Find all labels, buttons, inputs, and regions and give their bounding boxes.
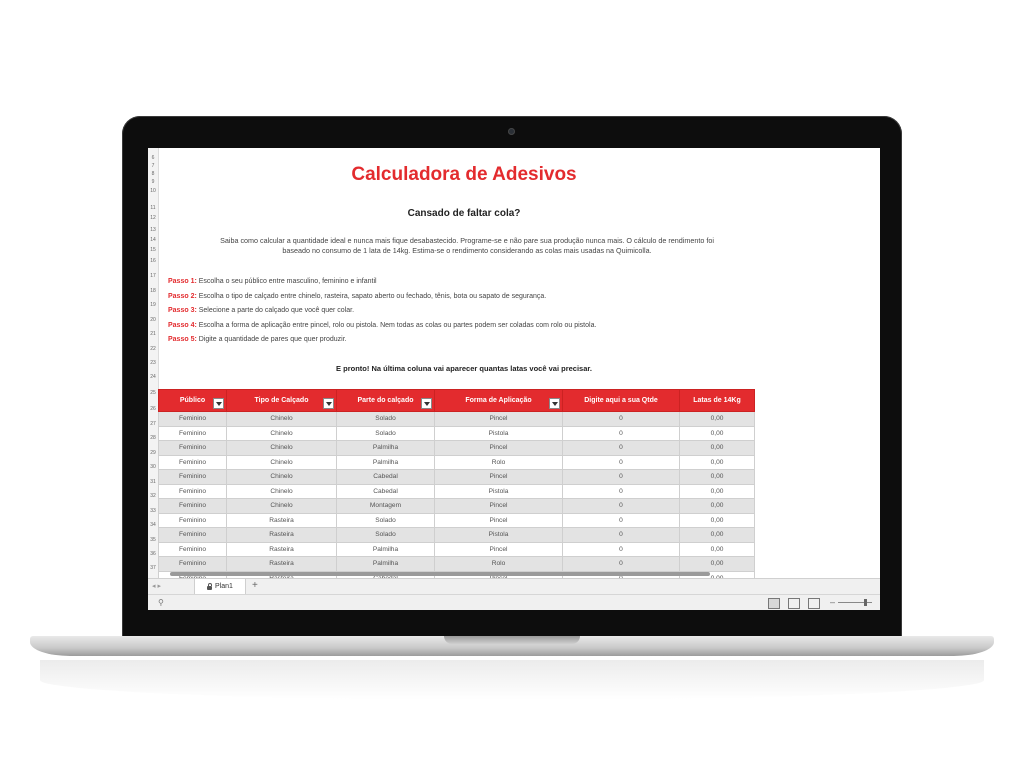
header-parte-calcado: Parte do calçado <box>337 390 435 412</box>
chevron-down-icon <box>424 402 430 406</box>
row-number[interactable]: 26 <box>150 406 156 412</box>
table-cell[interactable]: Feminino <box>159 513 227 528</box>
table-cell[interactable]: 0,00 <box>680 513 755 528</box>
step-3 <box>168 307 354 314</box>
table-row <box>159 426 755 441</box>
webcam <box>508 128 515 135</box>
table-cell[interactable]: Solado <box>337 528 435 543</box>
chevron-down-icon <box>216 402 222 406</box>
table-cell[interactable]: Rasteira <box>227 557 337 572</box>
table-cell[interactable]: Feminino <box>159 441 227 456</box>
table-cell[interactable]: Feminino <box>159 455 227 470</box>
table-cell[interactable]: 0 <box>563 542 680 557</box>
step-1 <box>168 278 377 285</box>
page-title: Calculadora de Adesivos <box>351 164 577 185</box>
table-cell[interactable]: 0,00 <box>680 426 755 441</box>
header-qtde: Digite aqui a sua Qtde <box>563 390 680 412</box>
zoom-slider-knob[interactable] <box>864 599 867 606</box>
header-latas: Latas de 14Kg <box>680 390 755 412</box>
table-cell[interactable]: Pincel <box>435 499 563 514</box>
table-cell[interactable]: 0 <box>563 470 680 485</box>
step-5 <box>168 336 347 343</box>
row-number[interactable]: 33 <box>150 508 156 514</box>
row-number[interactable]: 13 <box>150 227 156 233</box>
table-cell[interactable]: Palmilha <box>337 557 435 572</box>
table-cell[interactable]: 0,00 <box>680 484 755 499</box>
table-cell[interactable]: Rolo <box>435 455 563 470</box>
table-cell[interactable]: Pincel <box>435 513 563 528</box>
page-layout-view-icon[interactable] <box>788 598 800 609</box>
step-text: Escolha o seu público entre masculino, feminino e infantil <box>196 278 377 285</box>
table-cell[interactable]: Chinelo <box>227 484 337 499</box>
table-cell[interactable]: 0,00 <box>680 499 755 514</box>
table-cell[interactable]: Feminino <box>159 426 227 441</box>
table-cell[interactable]: Feminino <box>159 412 227 427</box>
step-label: Passo 3: <box>168 307 197 314</box>
table-cell[interactable]: 0 <box>563 528 680 543</box>
intro-text <box>162 236 772 256</box>
step-text: Selecione a parte do calçado que você quer colar. <box>196 307 355 314</box>
horizontal-scrollbar[interactable] <box>170 572 710 576</box>
row-number[interactable]: 35 <box>150 537 156 543</box>
row-number[interactable]: 17 <box>150 273 156 279</box>
row-number[interactable]: 37 <box>150 565 156 571</box>
table-cell[interactable]: 0,00 <box>680 470 755 485</box>
row-number[interactable]: 28 <box>150 435 156 441</box>
row-number[interactable]: 8 <box>151 171 155 177</box>
row-number[interactable]: 6 <box>151 155 155 161</box>
row-number[interactable]: 27 <box>150 421 156 427</box>
table-cell[interactable]: 0,00 <box>680 412 755 427</box>
table-cell[interactable]: Cabedal <box>337 470 435 485</box>
intro-line: Saiba como calcular a quantidade ideal e nunca mais fique desabastecido. Programe-se e não pare sua produção nunca mais. O cálculo de rendimento foi <box>220 236 714 245</box>
table-cell[interactable]: 0,00 <box>680 528 755 543</box>
chevron-down-icon <box>326 402 332 406</box>
table-cell[interactable]: Solado <box>337 412 435 427</box>
row-number[interactable]: 10 <box>150 188 156 194</box>
step-text: Digite a quantidade de pares que quer produzir. <box>196 336 347 343</box>
sheet-nav-arrows[interactable]: ◂ ▸ <box>152 583 161 590</box>
filter-dropdown-tipo[interactable] <box>323 398 334 409</box>
table-cell[interactable]: Chinelo <box>227 441 337 456</box>
row-number[interactable]: 34 <box>150 522 156 528</box>
status-bar <box>148 594 880 610</box>
table-cell[interactable]: Rasteira <box>227 542 337 557</box>
table-cell[interactable]: Chinelo <box>227 412 337 427</box>
row-number[interactable]: 30 <box>150 464 156 470</box>
table-cell[interactable]: 0 <box>563 484 680 499</box>
row-number[interactable]: 7 <box>151 163 155 169</box>
row-number[interactable]: 18 <box>150 288 156 294</box>
table-cell[interactable]: Pincel <box>435 441 563 456</box>
header-tipo-calcado: Tipo de Calçado <box>227 390 337 412</box>
table-cell[interactable]: Feminino <box>159 557 227 572</box>
page-subtitle: Cansado de faltar cola? <box>407 208 521 219</box>
table-row <box>159 455 755 470</box>
table-cell[interactable]: 0 <box>563 412 680 427</box>
table-cell[interactable]: Rolo <box>435 557 563 572</box>
filter-dropdown-parte[interactable] <box>421 398 432 409</box>
table-cell[interactable]: Pincel <box>435 542 563 557</box>
table-row <box>159 441 755 456</box>
table-row <box>159 499 755 514</box>
step-label: Passo 1: <box>168 278 197 285</box>
row-number[interactable]: 16 <box>150 258 156 264</box>
table-cell[interactable]: Pistola <box>435 426 563 441</box>
table-cell[interactable]: Feminino <box>159 499 227 514</box>
table-cell[interactable]: Feminino <box>159 528 227 543</box>
table-cell[interactable]: 0 <box>563 513 680 528</box>
calculator-table <box>158 389 755 586</box>
spreadsheet <box>158 148 880 578</box>
table-header-row <box>159 390 755 412</box>
step-label: Passo 2: <box>168 292 197 300</box>
row-number[interactable]: 14 <box>150 237 156 243</box>
row-number[interactable]: 15 <box>150 247 156 253</box>
table-row <box>159 470 755 485</box>
page-break-view-icon[interactable] <box>808 598 820 609</box>
row-number[interactable]: 9 <box>151 179 155 185</box>
row-number[interactable]: 21 <box>150 331 156 337</box>
table-cell[interactable]: 0 <box>563 499 680 514</box>
step-2 <box>168 293 546 300</box>
normal-view-icon[interactable] <box>768 598 780 609</box>
row-number[interactable]: 22 <box>150 346 156 352</box>
row-number[interactable]: 20 <box>150 317 156 323</box>
table-cell[interactable]: Palmilha <box>337 542 435 557</box>
header-publico: Público <box>159 390 227 412</box>
step-label: Passo 5: <box>168 336 197 343</box>
table-cell[interactable]: 0 <box>563 441 680 456</box>
lock-icon <box>207 586 212 590</box>
table-cell[interactable]: Rasteira <box>227 513 337 528</box>
intro-line: baseado no consumo de 1 lata de 14kg. Estima-se o rendimento considerando as colas mais usadas na Quimicolla. <box>282 246 652 255</box>
table-row <box>159 542 755 557</box>
step-4 <box>168 322 596 329</box>
step-text: Escolha o tipo de calçado entre chinelo, rasteira, sapato aberto ou fechado, tênis, bota ou sapato de segurança. <box>196 292 547 300</box>
table-cell[interactable]: Feminino <box>159 470 227 485</box>
table-cell[interactable]: Palmilha <box>337 441 435 456</box>
step-text: Escolha a forma de aplicação entre pincel, rolo ou pistola. Nem todas as colas ou partes podem ser coladas com rolo ou pistola. <box>196 321 597 329</box>
screen <box>148 148 880 610</box>
table-row <box>159 528 755 543</box>
table-row <box>159 557 755 572</box>
row-number[interactable]: 25 <box>150 390 156 396</box>
row-number[interactable]: 36 <box>150 551 156 557</box>
laptop-reflection <box>40 660 984 700</box>
table-cell[interactable]: Chinelo <box>227 499 337 514</box>
add-sheet-button[interactable]: + <box>252 580 258 591</box>
row-number[interactable]: 19 <box>150 302 156 308</box>
table-cell[interactable]: 0,00 <box>680 542 755 557</box>
table-cell[interactable]: Cabedal <box>337 484 435 499</box>
table-cell[interactable]: Solado <box>337 513 435 528</box>
table-cell[interactable]: 0,00 <box>680 441 755 456</box>
table-row <box>159 484 755 499</box>
table-cell[interactable]: Palmilha <box>337 455 435 470</box>
chevron-down-icon <box>552 402 558 406</box>
table-cell[interactable]: Montagem <box>337 499 435 514</box>
table-cell[interactable]: Pincel <box>435 412 563 427</box>
macro-record-icon[interactable]: ⚲ <box>158 598 164 607</box>
filter-dropdown-publico[interactable] <box>213 398 224 409</box>
zoom-out-icon[interactable]: – <box>830 597 836 607</box>
sheet-tab-plan1[interactable] <box>194 579 246 595</box>
table-cell[interactable]: Rasteira <box>227 528 337 543</box>
table-cell[interactable]: Pincel <box>435 470 563 485</box>
table-cell[interactable]: 0 <box>563 426 680 441</box>
table-cell[interactable]: Chinelo <box>227 470 337 485</box>
table-cell[interactable]: Feminino <box>159 542 227 557</box>
row-number[interactable]: 29 <box>150 450 156 456</box>
laptop-notch <box>444 636 580 644</box>
row-number[interactable]: 24 <box>150 374 156 380</box>
final-instruction: E pronto! Na última coluna vai aparecer quantas latas você vai precisar. <box>336 364 592 373</box>
table-cell[interactable]: Feminino <box>159 484 227 499</box>
row-number[interactable]: 32 <box>150 493 156 499</box>
row-number[interactable]: 12 <box>150 215 156 221</box>
table-cell[interactable]: Pistola <box>435 528 563 543</box>
header-forma-aplicacao: Forma de Aplicação <box>435 390 563 412</box>
table-cell[interactable]: 0 <box>563 557 680 572</box>
table-row <box>159 513 755 528</box>
table-cell[interactable]: Chinelo <box>227 426 337 441</box>
table-cell[interactable]: 0,00 <box>680 557 755 572</box>
row-number[interactable]: 23 <box>150 360 156 366</box>
row-number[interactable]: 11 <box>150 205 156 211</box>
filter-dropdown-forma[interactable] <box>549 398 560 409</box>
sheet-tab-label: Plan1 <box>215 583 233 590</box>
table-cell[interactable]: 0,00 <box>680 455 755 470</box>
table-cell[interactable]: Chinelo <box>227 455 337 470</box>
row-number[interactable]: 31 <box>150 479 156 485</box>
step-label: Passo 4: <box>168 321 197 329</box>
table-cell[interactable]: Solado <box>337 426 435 441</box>
table-row <box>159 412 755 427</box>
table-cell[interactable]: 0 <box>563 455 680 470</box>
sheet-tab-bar <box>148 578 880 595</box>
table-cell[interactable]: Pistola <box>435 484 563 499</box>
